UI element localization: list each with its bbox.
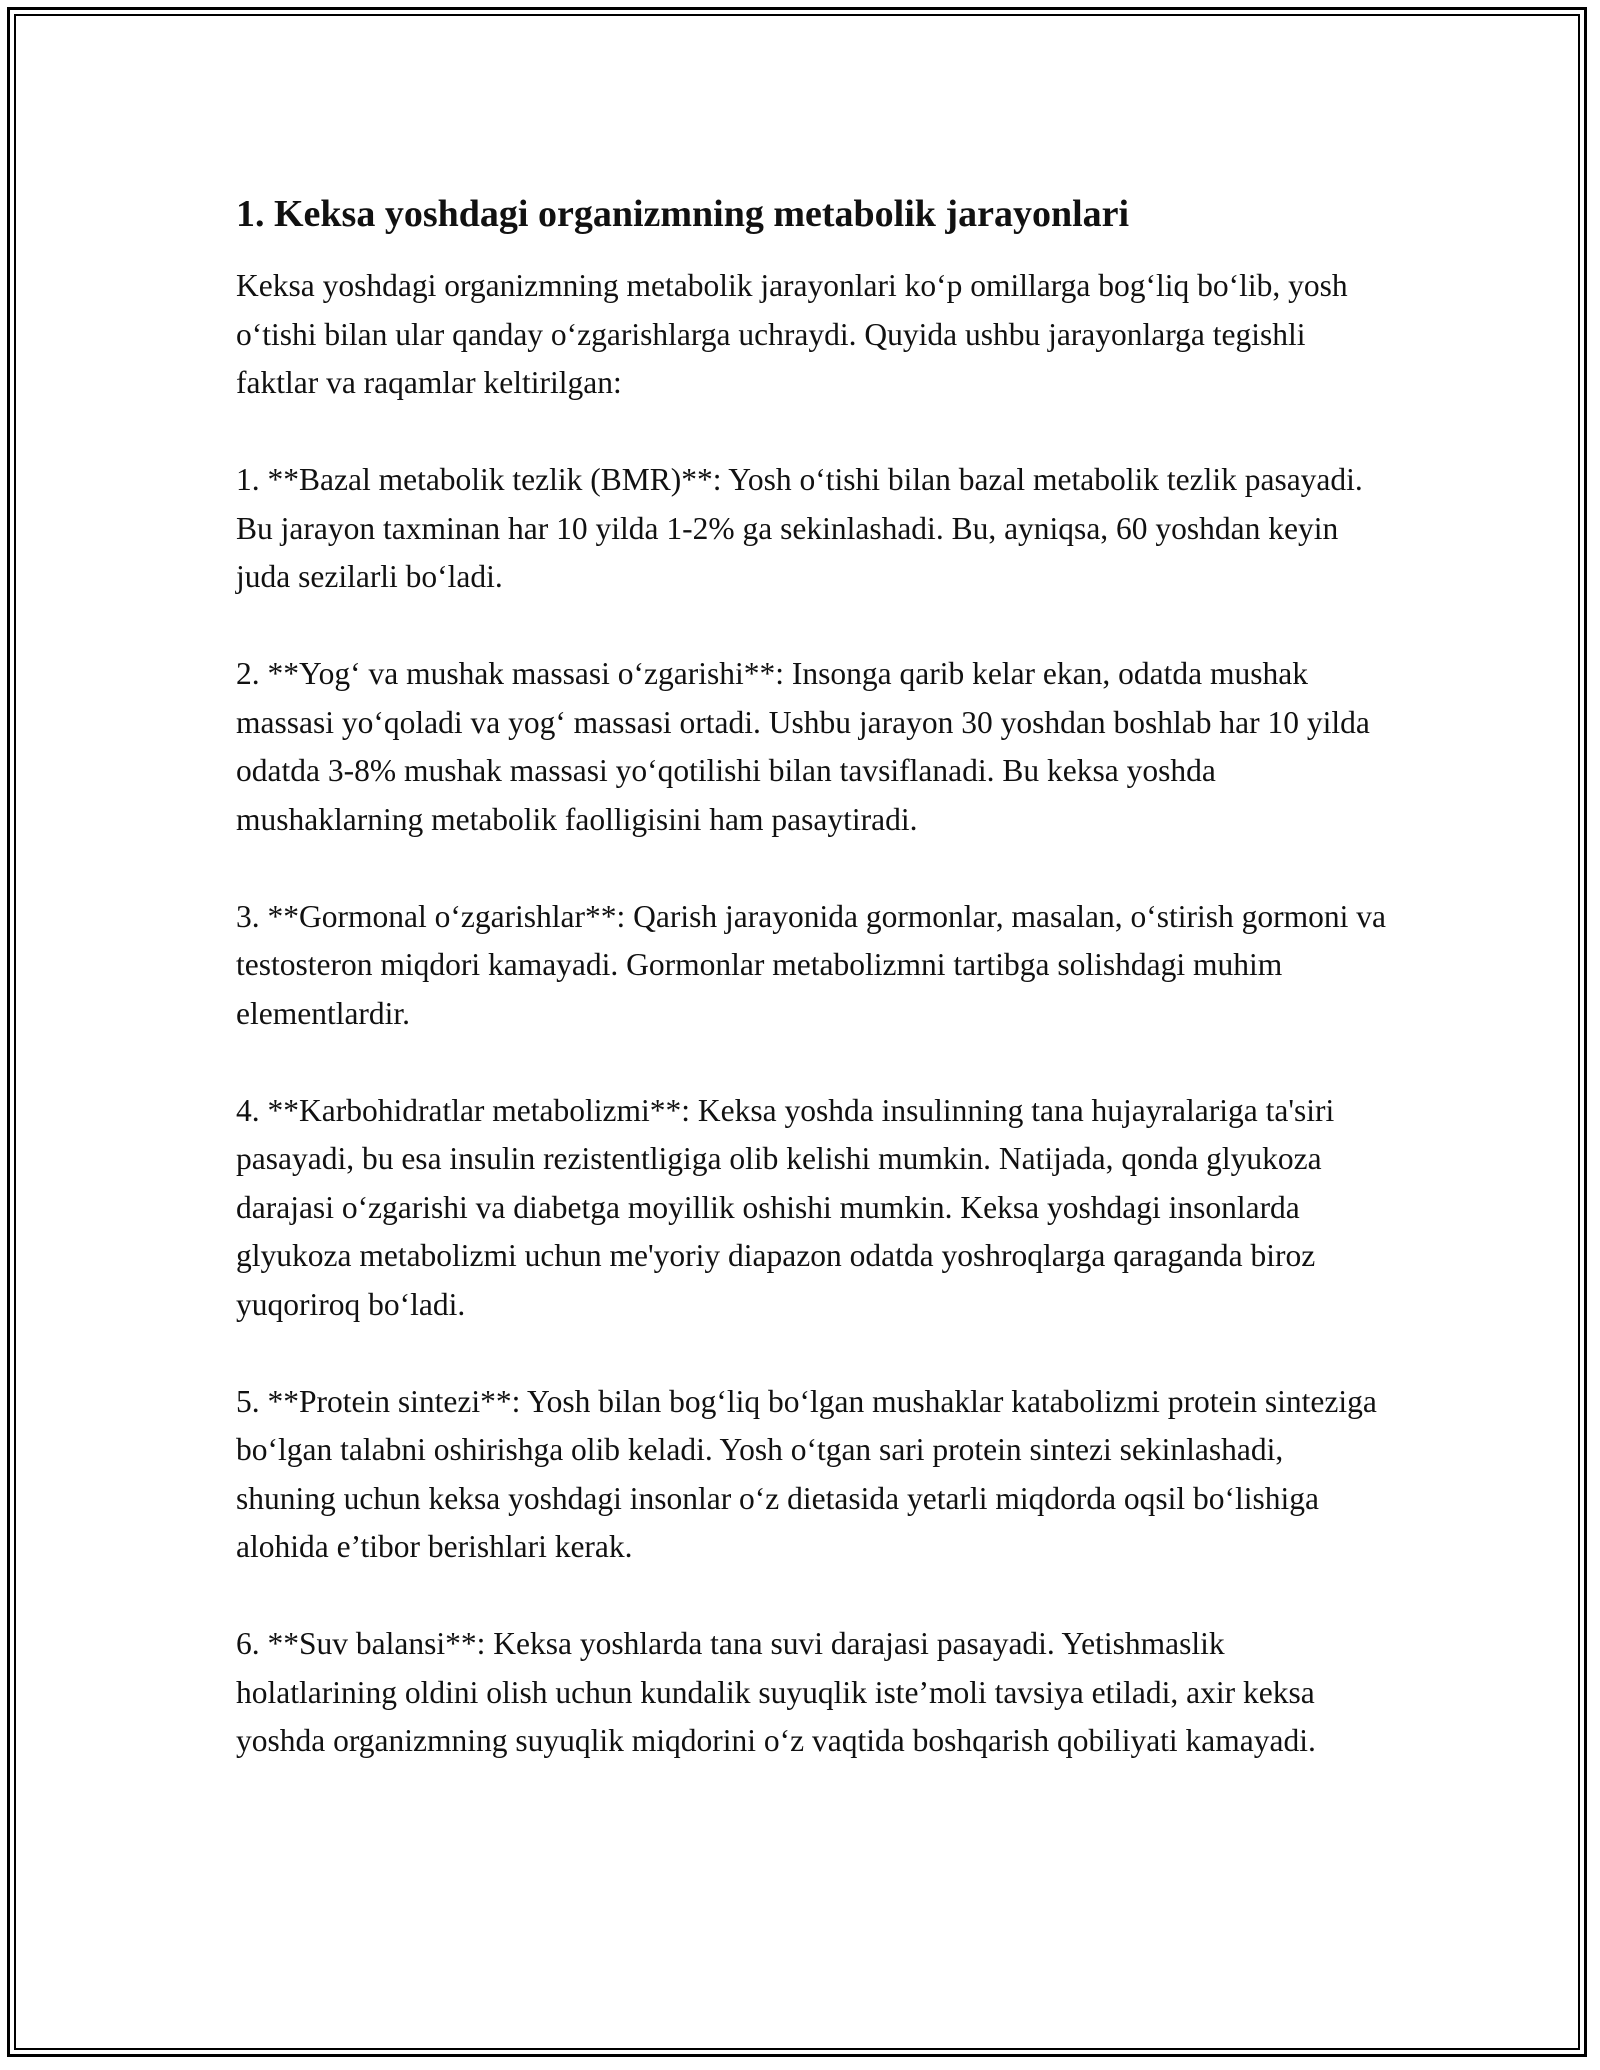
section-fat-muscle-mass: 2. **Yogʻ va mushak massasi oʻzgarishi**: Insonga qarib kelar ekan, odatda mushak massasi yoʻqoladi va yogʻ massasi ortadi. Ushbu jarayon 30 yoshdan boshlab har 10 yilda odatda 3-8% mushak massasi yoʻqotilishi bilan tavsiflanadi. Bu keksa yoshda mushaklarning metabolik faolligisini ham pasaytiradi. (236, 656, 1370, 837)
section-carbohydrate-metabolism: 4. **Karbohidratlar metabolizmi**: Keksa yoshda insulinning tana hujayralariga ta'siri pasayadi, bu esa insulin rezistentligiga olib kelishi mumkin. Natijada, qonda glyukoza darajasi oʻzgarishi va diabetga moyillik oshishi mumkin. Keksa yoshdagi insonlarda glyukoza metabolizmi uchun me'yoriy diapazon odatda yoshroqlarga qaraganda biroz yuqoriroq boʻladi. (236, 1092, 1335, 1322)
section-protein-synthesis: 5. **Protein sintezi**: Yosh bilan bogʻliq boʻlgan mushaklar katabolizmi protein sinteziga boʻlgan talabni oshirishga olib keladi. Yosh oʻtgan sari protein sintezi sekinlashadi, shuning uchun keksa yoshdagi insonlar oʻz dietasida yetarli miqdorda oqsil boʻlishiga alohida e’tibor berishlari kerak. (236, 1383, 1377, 1564)
document-title: 1. Keksa yoshdagi organizmning metabolik jarayonlari (236, 193, 1130, 235)
section-bmr: 1. **Bazal metabolik tezlik (BMR)**: Yosh oʻtishi bilan bazal metabolik tezlik pasayadi. Bu jarayon taxminan har 10 yilda 1-2% ga sekinlashadi. Bu, ayniqsa, 60 yoshdan keyin juda sezilarli boʻladi. (236, 462, 1363, 594)
intro-paragraph: Keksa yoshdagi organizmning metabolik jarayonlari koʻp omillarga bogʻliq boʻlib, yosh oʻtishi bilan ular qanday oʻzgarishlarga uchraydi. Quyida ushbu jarayonlarga tegishli faktlar va raqamlar keltirilgan: (236, 268, 1348, 400)
document-body (236, 186, 1386, 1814)
section-water-balance: 6. **Suv balansi**: Keksa yoshlarda tana suvi darajasi pasayadi. Yetishmaslik holatlarining oldini olish uchun kundalik suyuqlik iste’moli tavsiya etiladi, axir keksa yoshda organizmning suyuqlik miqdorini oʻz vaqtida boshqarish qobiliyati kamayadi. (236, 1626, 1316, 1758)
section-hormonal-changes: 3. **Gormonal oʻzgarishlar**: Qarish jarayonida gormonlar, masalan, oʻstirish gormoni va testosteron miqdori kamayadi. Gormonlar metabolizmni tartibga solishdagi muhim elementlardir. (236, 898, 1386, 1031)
